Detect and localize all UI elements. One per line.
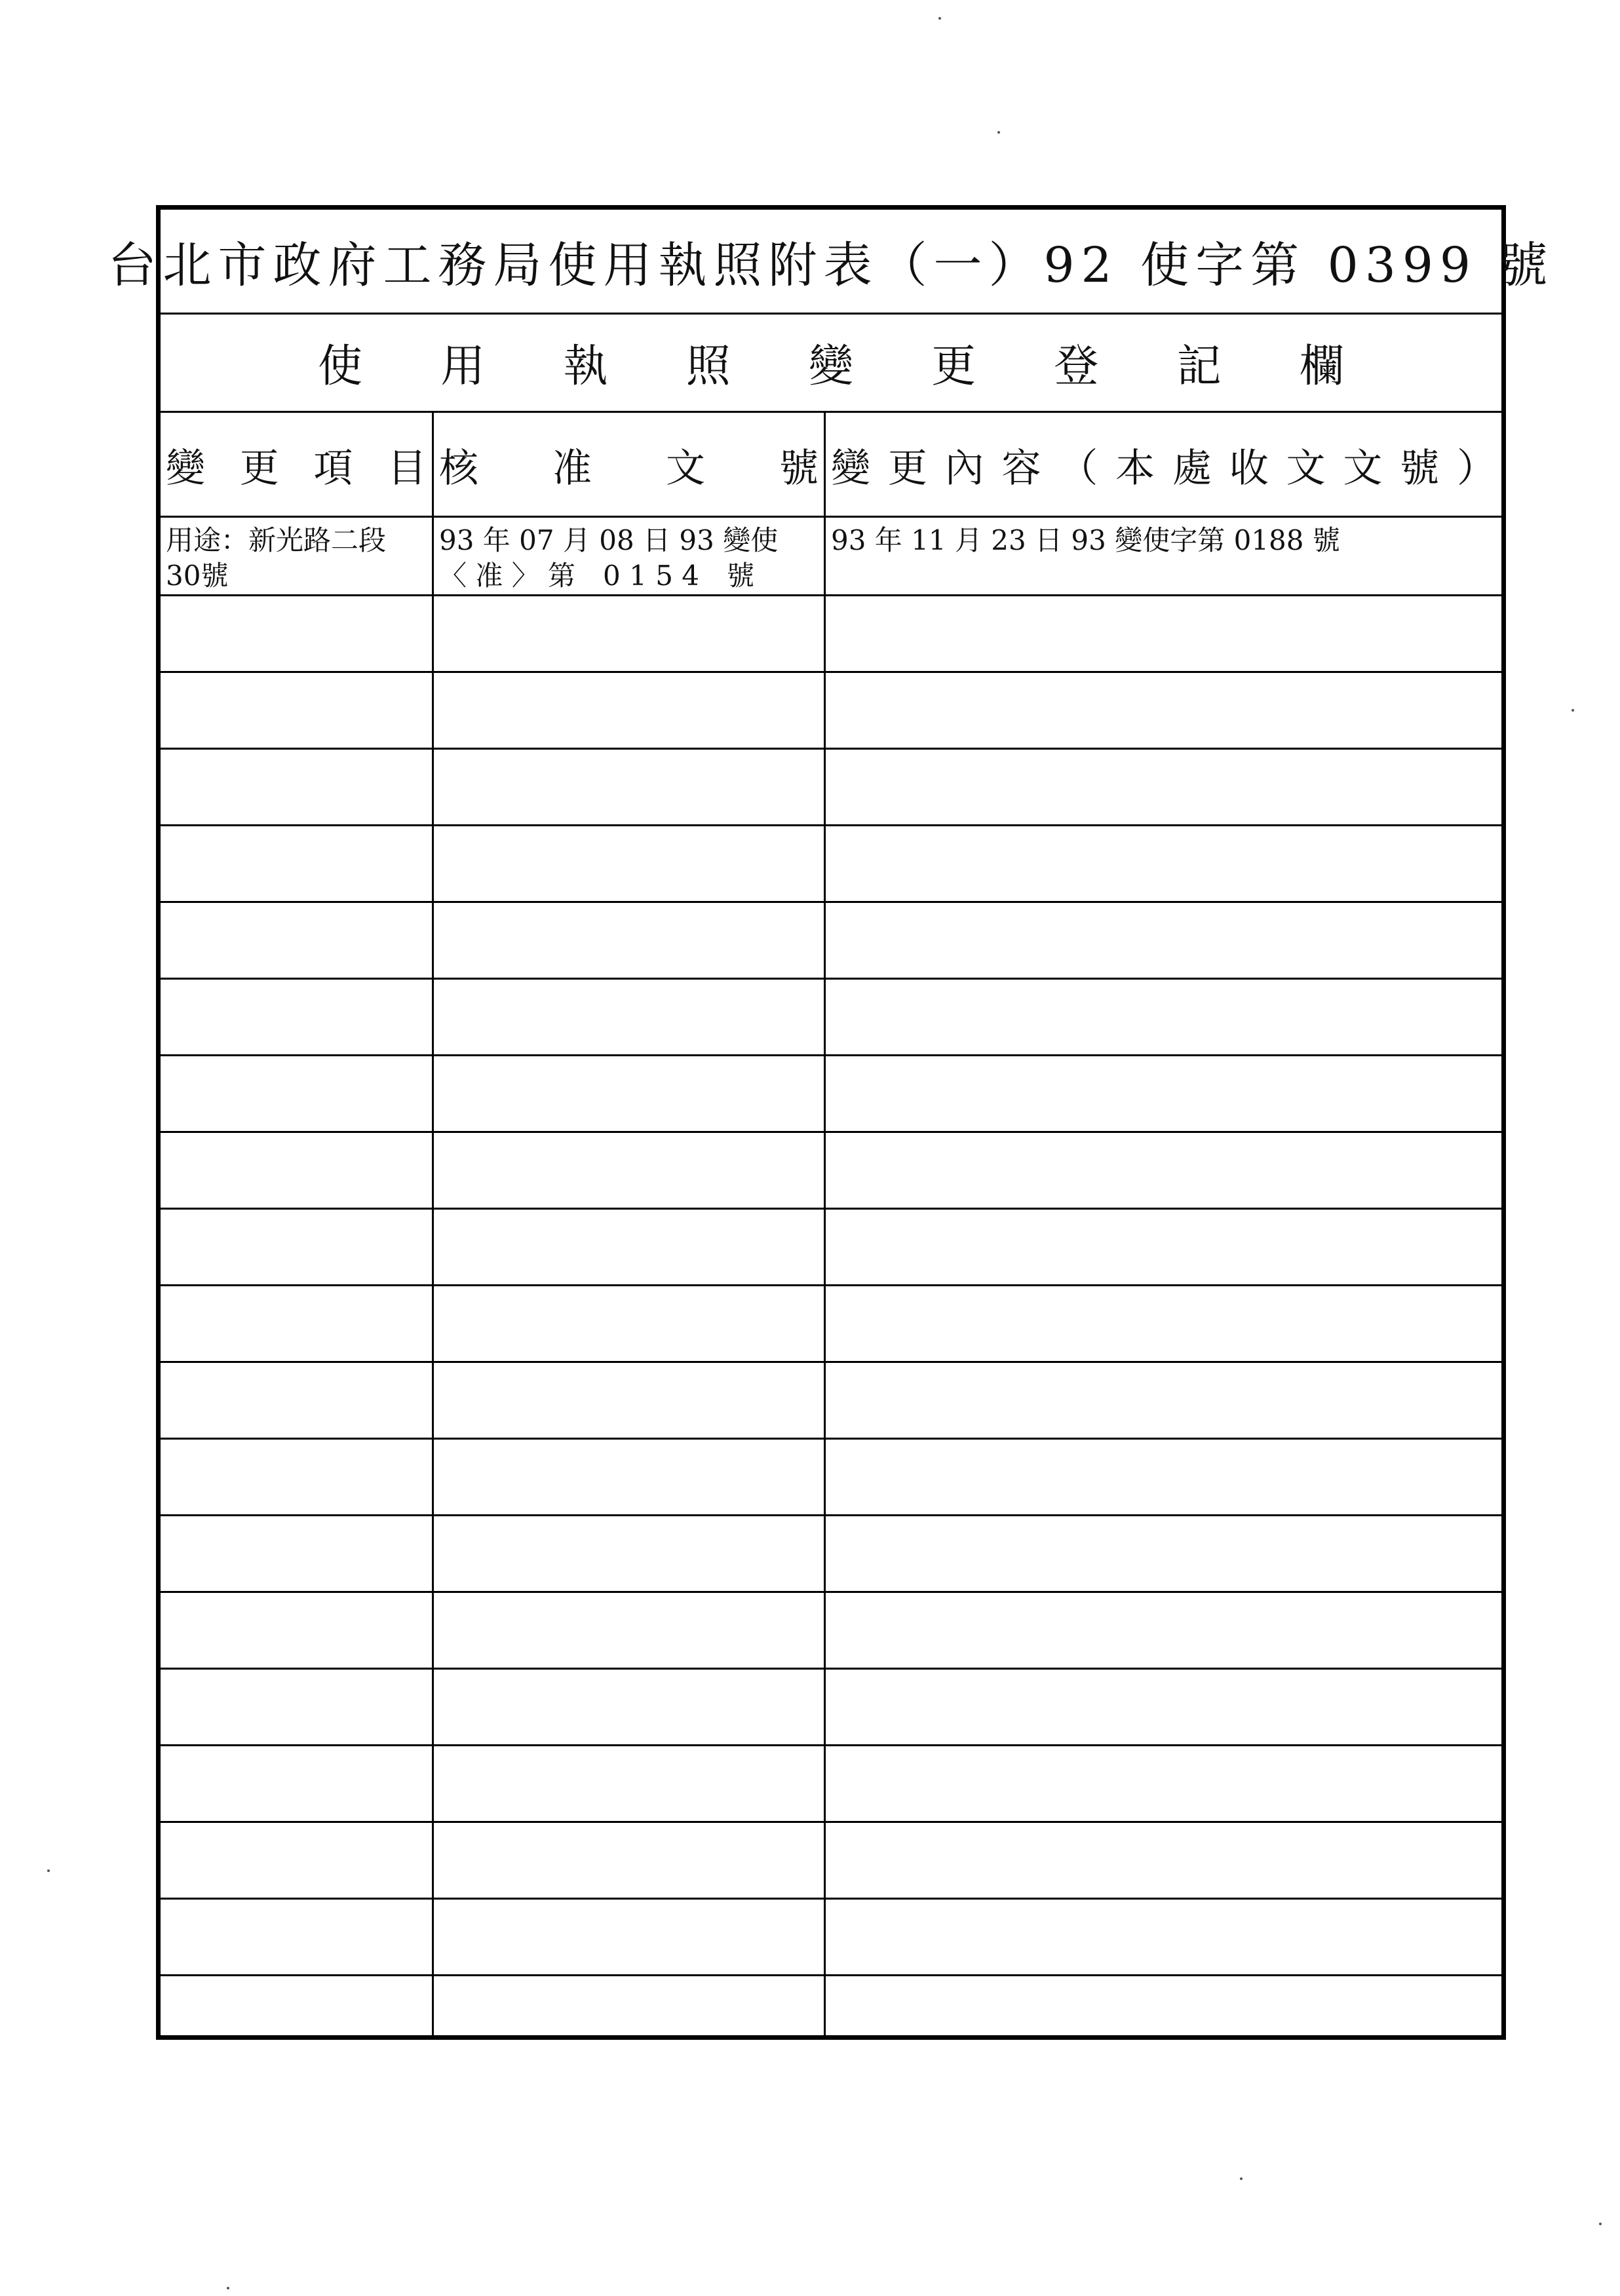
scan-speck [1572,709,1574,712]
header-char: 號 [779,446,819,491]
subtitle-char: 更 [931,341,976,392]
form-title-row [107,210,1554,315]
subtitle-char: 用 [440,341,486,392]
row-divider [161,1438,1501,1440]
header-char: 文 [666,446,705,491]
subtitle-char: 執 [563,341,608,392]
scan-speck [997,131,1000,134]
header-char: （ [1058,446,1098,491]
row-divider [161,1361,1501,1363]
entry-item-line: 30號 [166,560,229,592]
entry-change-item [161,518,432,596]
entry-approval-line: 〈 准 〉 第 0 1 5 4 號 [439,560,754,592]
row-divider [161,901,1501,903]
form-subtitle [161,331,1501,394]
column-divider [432,413,434,2035]
subtitle-char: 變 [808,341,853,392]
header-char: 容 [1001,446,1041,491]
subtitle-char: 登 [1054,341,1099,392]
row-divider [161,1284,1501,1286]
header-char: 文 [1286,446,1326,491]
header-char: 核 [439,446,478,491]
header-char: 內 [944,446,984,491]
entry-item-line: 用途：新光路二段 [166,524,387,556]
row-divider [161,671,1501,673]
header-char: 變 [831,446,870,491]
row-divider [161,1514,1501,1516]
entry-approval-number [434,518,824,596]
header-change-content [826,413,1501,518]
subtitle-char: 欄 [1299,341,1344,392]
entry-change-content [826,518,1501,596]
row-divider [161,1591,1501,1593]
row-divider [161,1131,1501,1133]
header-char: 更 [887,446,927,491]
scan-speck [47,1869,50,1872]
header-char: 處 [1172,446,1212,491]
row-divider [161,1898,1501,1900]
row-divider [161,824,1501,826]
form-subtitle-row [161,315,1501,413]
header-change-item [161,413,432,518]
header-char: 文 [1343,446,1383,491]
scan-speck [938,17,941,20]
header-char: 更 [239,446,279,491]
header-char: 變 [166,446,205,491]
form-title: 台北市政府工務局使用執照附表（一）92 使字第 0399 號 [107,237,1554,294]
subtitle-char: 使 [318,341,363,392]
row-divider [161,978,1501,980]
subtitle-char: 記 [1176,341,1222,392]
subtitle-char: 照 [685,341,731,392]
header-char: 收 [1229,446,1269,491]
row-divider [161,748,1501,750]
header-char: 准 [552,446,592,491]
scan-speck [1599,2223,1602,2225]
license-form-table [107,205,1554,2040]
header-char: 號 [1400,446,1440,491]
header-char: 本 [1115,446,1155,491]
header-char: 項 [313,446,353,491]
header-approval-number [434,413,824,518]
row-divider [161,1744,1501,1746]
entry-approval-line: 93 年 07 月 08 日 93 變使 [439,524,779,556]
row-divider [161,1668,1501,1670]
header-char: ） [1456,446,1496,491]
row-divider [161,1054,1501,1056]
header-char: 目 [387,446,427,491]
row-divider [161,1974,1501,1976]
scan-speck [227,2287,229,2289]
column-divider [824,413,826,2035]
entry-content-line: 93 年 11 月 23 日 93 變使字第 0188 號 [831,524,1340,556]
row-divider [161,1208,1501,1210]
row-divider [161,1821,1501,1823]
scan-speck [1240,2177,1243,2180]
